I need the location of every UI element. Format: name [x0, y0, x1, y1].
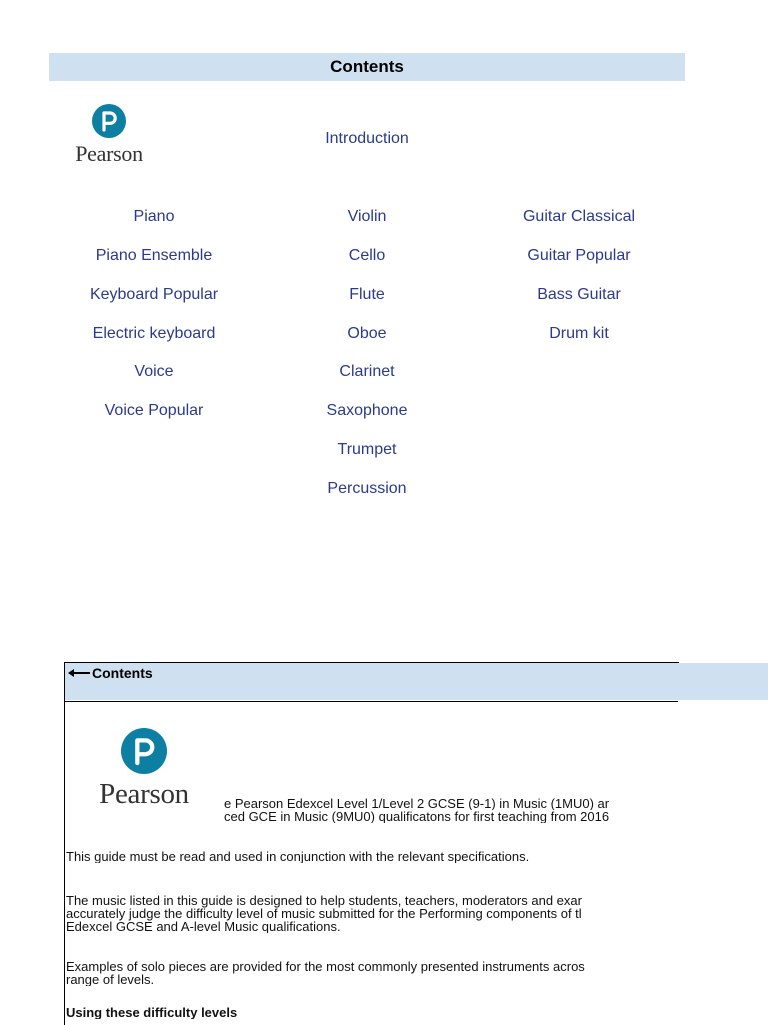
paragraph-line: range of levels.: [66, 972, 155, 986]
intro-header-band: [65, 663, 768, 700]
paragraph-line: Edexcel GCSE and A-level Music qualifications.: [66, 919, 341, 933]
link-instrument[interactable]: Oboe: [347, 325, 387, 342]
pearson-wordmark: Pearson: [99, 778, 189, 810]
paragraph-line: The music listed in this guide is designed to help students, teachers, moderators and exar: [66, 894, 582, 908]
intro-text-line: ced GCE in Music (9MU0) qualificatons for first teaching from 2016: [224, 810, 610, 823]
left-arrow-icon: [68, 668, 90, 678]
link-instrument[interactable]: Voice: [134, 363, 174, 380]
pearson-p-logo-icon: [121, 728, 167, 774]
link-instrument[interactable]: Percussion: [327, 480, 407, 497]
contents-title: Contents: [330, 57, 404, 76]
link-instrument[interactable]: Keyboard Popular: [89, 286, 219, 303]
back-label: Contents: [92, 665, 153, 681]
link-instrument[interactable]: Guitar Classical: [522, 208, 636, 225]
pearson-logo: [58, 104, 160, 167]
link-instrument[interactable]: Drum kit: [549, 325, 609, 342]
link-instrument[interactable]: Voice Popular: [104, 402, 204, 419]
link-instrument[interactable]: Bass Guitar: [537, 286, 621, 303]
paragraph-conjunction: This guide must be read and used in conjunction with the relevant specifications.: [66, 850, 530, 863]
pearson-p-logo-icon: [92, 104, 126, 138]
link-instrument[interactable]: Electric keyboard: [92, 325, 216, 342]
paragraph-line: Examples of solo pieces are provided for the most commonly presented instruments acros: [66, 960, 585, 974]
link-instrument[interactable]: Flute: [349, 286, 385, 303]
intro-text-line: e Pearson Edexcel Level 1/Level 2 GCSE (9-1) in Music (1MU0) ar: [224, 797, 610, 810]
link-instrument[interactable]: Violin: [347, 208, 387, 225]
pearson-wordmark: Pearson: [75, 141, 143, 166]
paragraph-examples: [66, 960, 678, 986]
paragraph-line: accurately judge the difficulty level of music submitted for the Performing components of tl: [66, 906, 582, 921]
link-instrument[interactable]: Clarinet: [339, 363, 395, 380]
link-instrument[interactable]: Piano: [133, 208, 175, 225]
pearson-logo: [82, 728, 206, 811]
link-introduction[interactable]: Introduction: [325, 130, 409, 147]
back-to-contents-link[interactable]: [68, 665, 153, 681]
intro-header-divider: [65, 701, 678, 702]
link-instrument[interactable]: Cello: [348, 247, 386, 264]
contents-header: [49, 53, 685, 81]
link-instrument[interactable]: Piano Ensemble: [95, 247, 213, 264]
link-instrument[interactable]: Guitar Popular: [527, 247, 631, 264]
subheading-using-levels: Using these difficulty levels: [66, 1006, 238, 1019]
link-instrument[interactable]: Trumpet: [337, 441, 397, 458]
paragraph-purpose: [66, 894, 678, 933]
link-instrument[interactable]: Saxophone: [326, 402, 408, 419]
